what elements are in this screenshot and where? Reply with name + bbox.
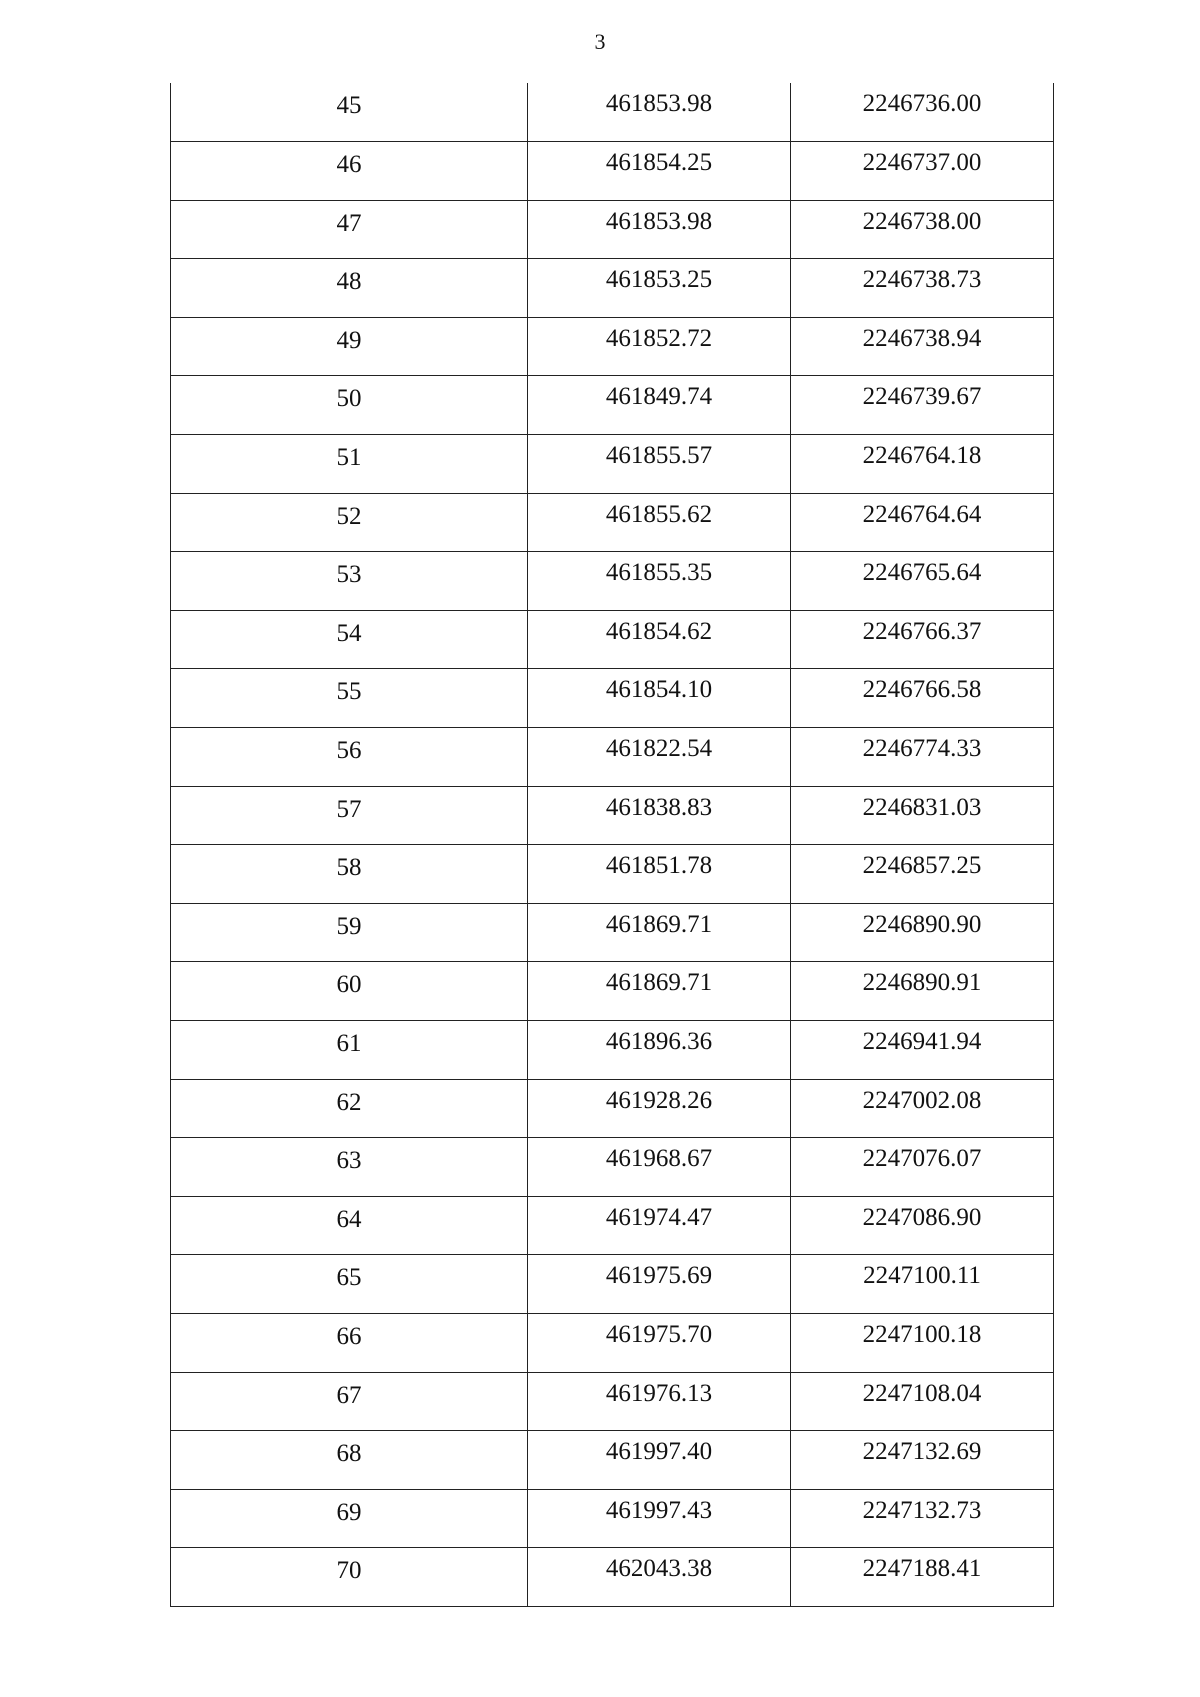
point-number-cell: 63 xyxy=(171,1138,528,1197)
point-number-cell: 69 xyxy=(171,1489,528,1548)
y-coordinate-cell: 2246941.94 xyxy=(791,1021,1054,1080)
y-coordinate-cell: 2246736.00 xyxy=(791,83,1054,142)
y-coordinate-cell: 2247002.08 xyxy=(791,1079,1054,1138)
y-coordinate-cell: 2247108.04 xyxy=(791,1372,1054,1431)
y-coordinate-cell: 2246737.00 xyxy=(791,142,1054,201)
table-row xyxy=(171,1079,1054,1138)
y-coordinate-cell: 2246764.64 xyxy=(791,493,1054,552)
y-coordinate-cell: 2246890.91 xyxy=(791,962,1054,1021)
table-row xyxy=(171,1138,1054,1197)
x-coordinate-cell: 462043.38 xyxy=(528,1548,791,1607)
point-number-cell: 66 xyxy=(171,1313,528,1372)
table-row xyxy=(171,903,1054,962)
x-coordinate-cell: 461869.71 xyxy=(528,903,791,962)
x-coordinate-cell: 461838.83 xyxy=(528,786,791,845)
point-number-cell: 55 xyxy=(171,669,528,728)
x-coordinate-cell: 461869.71 xyxy=(528,962,791,1021)
point-number-cell: 65 xyxy=(171,1255,528,1314)
point-number-cell: 56 xyxy=(171,728,528,787)
y-coordinate-cell: 2246766.37 xyxy=(791,610,1054,669)
coordinates-table-body xyxy=(171,83,1054,1606)
point-number-cell: 62 xyxy=(171,1079,528,1138)
y-coordinate-cell: 2246738.73 xyxy=(791,259,1054,318)
x-coordinate-cell: 461975.70 xyxy=(528,1313,791,1372)
table-row xyxy=(171,786,1054,845)
y-coordinate-cell: 2246738.00 xyxy=(791,200,1054,259)
y-coordinate-cell: 2246739.67 xyxy=(791,376,1054,435)
x-coordinate-cell: 461854.62 xyxy=(528,610,791,669)
page-number: 3 xyxy=(594,29,606,54)
table-row xyxy=(171,435,1054,494)
point-number-cell: 67 xyxy=(171,1372,528,1431)
table-row xyxy=(171,1196,1054,1255)
x-coordinate-cell: 461822.54 xyxy=(528,728,791,787)
table-row xyxy=(171,1431,1054,1490)
coordinates-table xyxy=(170,83,1054,1607)
point-number-cell: 60 xyxy=(171,962,528,1021)
point-number-cell: 58 xyxy=(171,845,528,904)
x-coordinate-cell: 461853.98 xyxy=(528,200,791,259)
table-row xyxy=(171,1021,1054,1080)
table-row xyxy=(171,142,1054,201)
y-coordinate-cell: 2246890.90 xyxy=(791,903,1054,962)
x-coordinate-cell: 461997.43 xyxy=(528,1489,791,1548)
x-coordinate-cell: 461976.13 xyxy=(528,1372,791,1431)
y-coordinate-cell: 2246831.03 xyxy=(791,786,1054,845)
point-number-cell: 51 xyxy=(171,435,528,494)
y-coordinate-cell: 2247132.69 xyxy=(791,1431,1054,1490)
y-coordinate-cell: 2246764.18 xyxy=(791,435,1054,494)
point-number-cell: 61 xyxy=(171,1021,528,1080)
y-coordinate-cell: 2246774.33 xyxy=(791,728,1054,787)
table-row xyxy=(171,845,1054,904)
table-row xyxy=(171,83,1054,142)
point-number-cell: 48 xyxy=(171,259,528,318)
table-row xyxy=(171,962,1054,1021)
table-row xyxy=(171,1372,1054,1431)
point-number-cell: 53 xyxy=(171,552,528,611)
point-number-cell: 47 xyxy=(171,200,528,259)
x-coordinate-cell: 461854.25 xyxy=(528,142,791,201)
table-row xyxy=(171,669,1054,728)
x-coordinate-cell: 461854.10 xyxy=(528,669,791,728)
x-coordinate-cell: 461975.69 xyxy=(528,1255,791,1314)
table-row xyxy=(171,728,1054,787)
point-number-cell: 45 xyxy=(171,83,528,142)
x-coordinate-cell: 461855.62 xyxy=(528,493,791,552)
y-coordinate-cell: 2246857.25 xyxy=(791,845,1054,904)
table-row xyxy=(171,493,1054,552)
point-number-cell: 68 xyxy=(171,1431,528,1490)
point-number-cell: 57 xyxy=(171,786,528,845)
x-coordinate-cell: 461928.26 xyxy=(528,1079,791,1138)
y-coordinate-cell: 2246765.64 xyxy=(791,552,1054,611)
y-coordinate-cell: 2247188.41 xyxy=(791,1548,1054,1607)
x-coordinate-cell: 461849.74 xyxy=(528,376,791,435)
x-coordinate-cell: 461968.67 xyxy=(528,1138,791,1197)
point-number-cell: 50 xyxy=(171,376,528,435)
y-coordinate-cell: 2247086.90 xyxy=(791,1196,1054,1255)
y-coordinate-cell: 2246766.58 xyxy=(791,669,1054,728)
y-coordinate-cell: 2247100.18 xyxy=(791,1313,1054,1372)
y-coordinate-cell: 2247132.73 xyxy=(791,1489,1054,1548)
point-number-cell: 54 xyxy=(171,610,528,669)
x-coordinate-cell: 461974.47 xyxy=(528,1196,791,1255)
x-coordinate-cell: 461997.40 xyxy=(528,1431,791,1490)
x-coordinate-cell: 461853.98 xyxy=(528,83,791,142)
point-number-cell: 49 xyxy=(171,317,528,376)
y-coordinate-cell: 2246738.94 xyxy=(791,317,1054,376)
x-coordinate-cell: 461851.78 xyxy=(528,845,791,904)
point-number-cell: 46 xyxy=(171,142,528,201)
point-number-cell: 64 xyxy=(171,1196,528,1255)
table-row xyxy=(171,200,1054,259)
table-row xyxy=(171,610,1054,669)
point-number-cell: 52 xyxy=(171,493,528,552)
table-row xyxy=(171,552,1054,611)
y-coordinate-cell: 2247100.11 xyxy=(791,1255,1054,1314)
x-coordinate-cell: 461855.35 xyxy=(528,552,791,611)
point-number-cell: 59 xyxy=(171,903,528,962)
table-row xyxy=(171,376,1054,435)
table-row xyxy=(171,1548,1054,1607)
table-row xyxy=(171,1489,1054,1548)
y-coordinate-cell: 2247076.07 xyxy=(791,1138,1054,1197)
table-row xyxy=(171,317,1054,376)
table-row xyxy=(171,1313,1054,1372)
x-coordinate-cell: 461853.25 xyxy=(528,259,791,318)
table-row xyxy=(171,1255,1054,1314)
x-coordinate-cell: 461896.36 xyxy=(528,1021,791,1080)
table-row xyxy=(171,259,1054,318)
x-coordinate-cell: 461852.72 xyxy=(528,317,791,376)
x-coordinate-cell: 461855.57 xyxy=(528,435,791,494)
point-number-cell: 70 xyxy=(171,1548,528,1607)
